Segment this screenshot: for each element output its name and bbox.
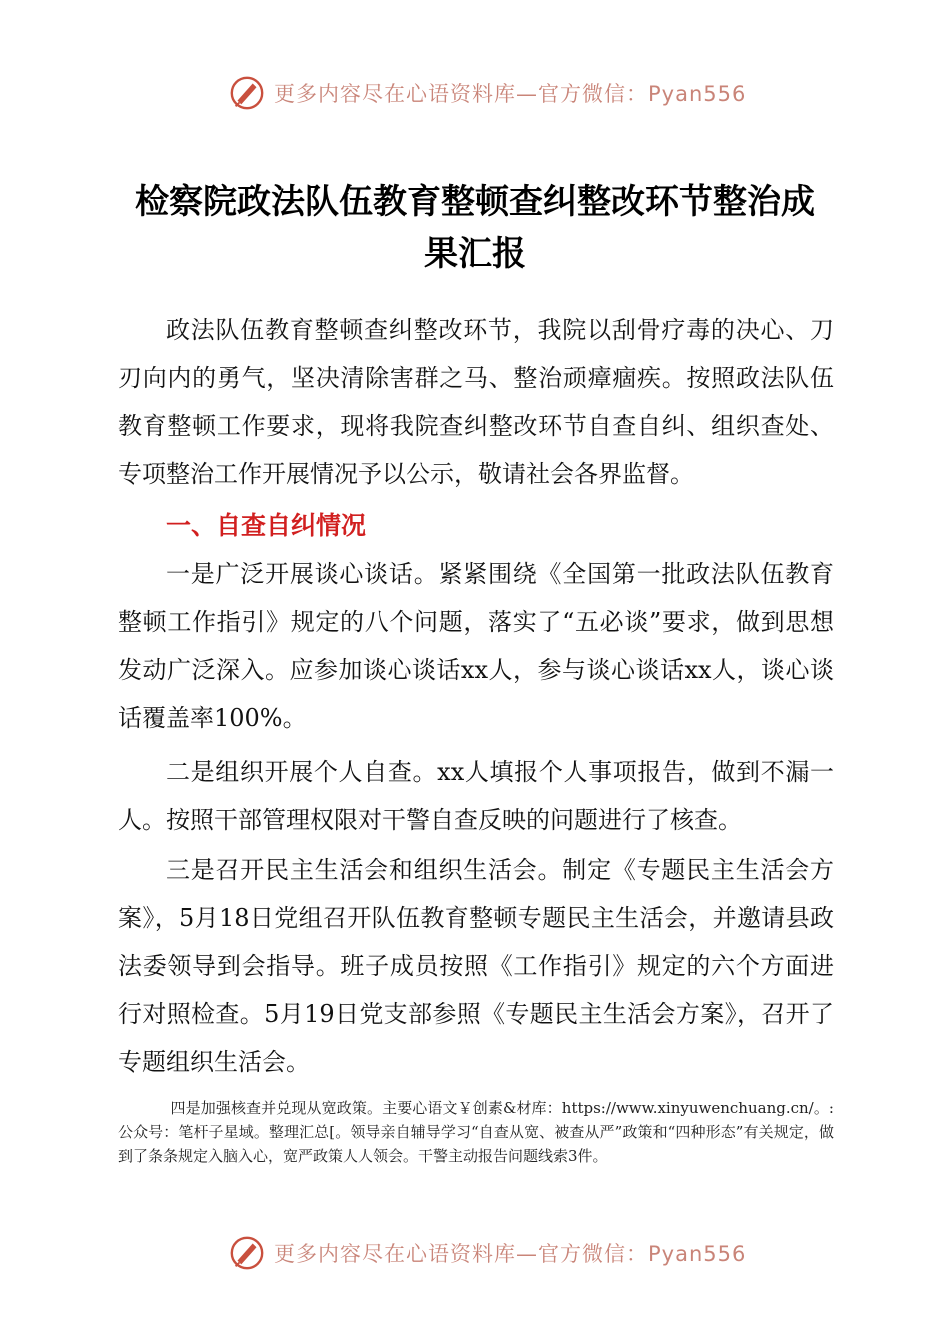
header-watermark-text: 更多内容尽在心语资料库—官方微信：Pyan556 bbox=[274, 82, 747, 106]
pen-logo-icon bbox=[228, 74, 266, 112]
paragraph-1: 一是广泛开展谈心谈话。紧紧围绕《全国第一批政法队伍教育整顿工作指引》规定的八个问题，落实了“五必谈”要求，做到思想发动广泛深入。应参加谈心谈话xx人，参与谈心谈话xx人，谈心谈话覆盖率100%。 bbox=[118, 560, 834, 732]
paragraph-2: 二是组织开展个人自查。xx人填报个人事项报告，做到不漏一人。按照干部管理权限对干警自查反映的问题进行了核查。 bbox=[118, 758, 834, 834]
pen-logo-icon bbox=[228, 1234, 266, 1272]
footer-watermark-banner bbox=[228, 1232, 746, 1274]
title-line-2: 果汇报 bbox=[424, 234, 526, 274]
title-line-1: 检察院政法队伍教育整顿查纠整改环节整治成 bbox=[135, 182, 815, 222]
page-title bbox=[100, 176, 850, 280]
section-1-heading: 一、自查自纠情况 bbox=[166, 511, 367, 540]
paragraph-3: 三是召开民主生活会和组织生活会。制定《专题民主生活会方案》，5月18日党组召开队伍教育整顿专题民主生活会，并邀请县政法委领导到会指导。班子成员按照《工作指引》规定的六个方面进行对照检查。5月19日党支部参照《专题民主生活会方案》，召开了专题组织生活会。 bbox=[118, 856, 834, 1076]
header-watermark-banner bbox=[228, 72, 746, 114]
intro-paragraph: 政法队伍教育整顿查纠整改环节，我院以刮骨疗毒的决心、刀刃向内的勇气，坚决清除害群之马、整治顽瘴痼疾。按照政法队伍教育整顿工作要求，现将我院查纠整改环节自查自纠、组织查处、专项整治工作开展情况予以公示，敬请社会各界监督。 bbox=[118, 316, 834, 488]
footer-watermark-text: 更多内容尽在心语资料库—官方微信：Pyan556 bbox=[274, 1242, 747, 1266]
paragraph-4: 四是加强核查并兑现从宽政策。主要心语文￥创素&材库：https://www.xinyuwenchuang.cn/。:公众号：笔杆子星域。整理汇总[。领导亲自辅导学习“自查从宽、被查从严”政策和“四种形态”有关规定，做到了条条规定入脑入心，宽严政策人人领会。干警主动报告问题线索3件。 bbox=[118, 1099, 834, 1165]
